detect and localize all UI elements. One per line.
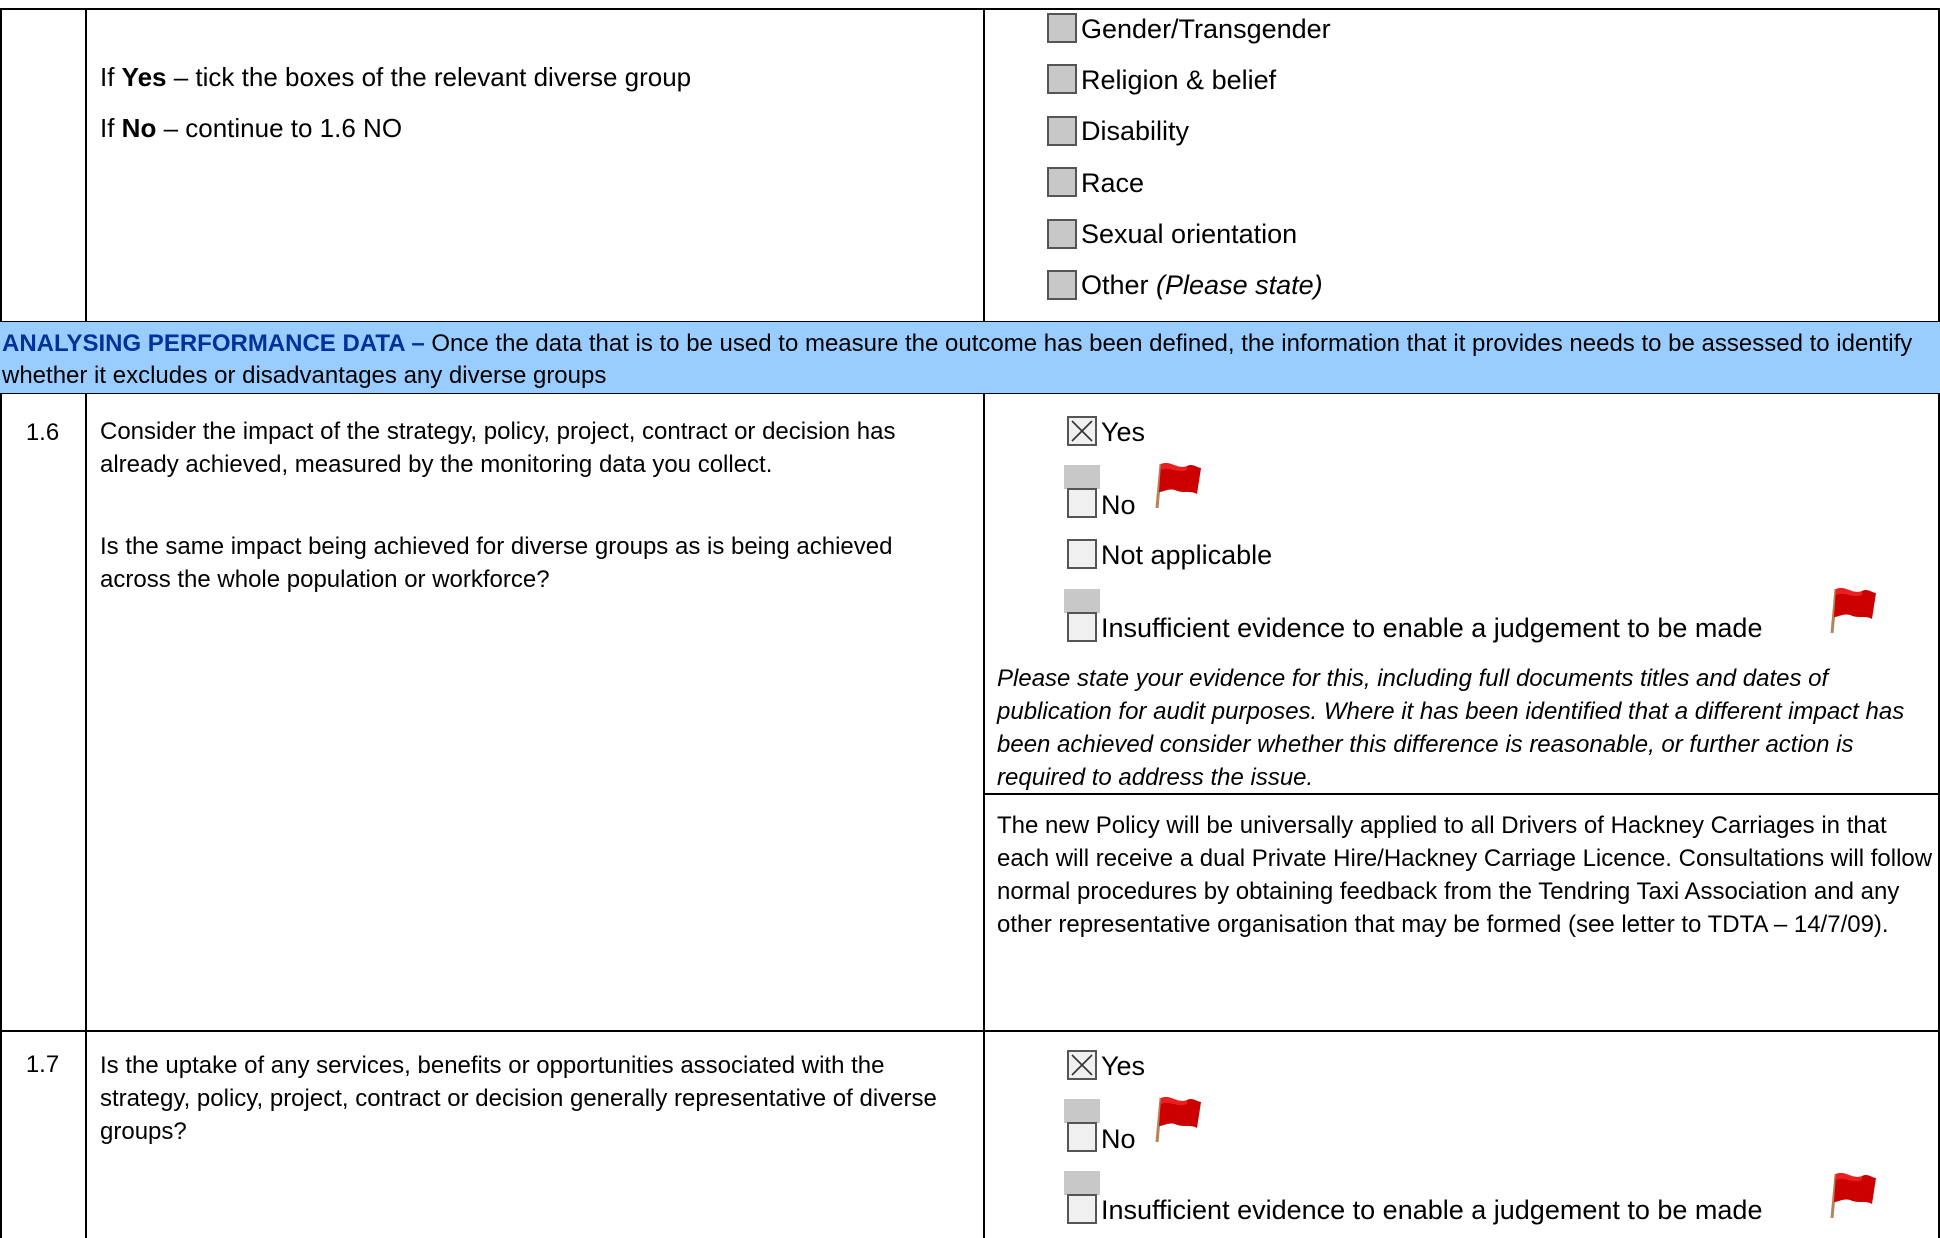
checkbox-label-gender-transgender: Gender/Transgender bbox=[1081, 14, 1331, 44]
checkbox-label-sexual-orientation: Sexual orientation bbox=[1081, 219, 1298, 249]
q16-checkbox-yes[interactable] bbox=[1067, 416, 1097, 446]
checked-box-icon bbox=[1069, 418, 1095, 444]
q16-option-insufficient: Insufficient evidence to enable a judgement to be made bbox=[1101, 613, 1763, 643]
q17-insufficient-shading bbox=[1064, 1171, 1100, 1195]
q16-option-no: No bbox=[1101, 490, 1136, 520]
checkbox-other-hint: (Please state) bbox=[1156, 270, 1323, 300]
q17-option-yes: Yes bbox=[1101, 1051, 1146, 1081]
table-border-right bbox=[1938, 8, 1940, 1238]
question-1-6-text: Consider the impact of the strategy, policy, project, contract or decision has already achieved, measured by the monitoring data you collect. bbox=[100, 418, 896, 478]
q16-checkbox-not-applicable[interactable] bbox=[1067, 539, 1097, 569]
section-band-description: Once the data that is to be used to measure the outcome has been defined, the information that it provides needs to be assessed to identify whether it excludes or disadvantages any diverse groups bbox=[2, 330, 1913, 389]
section-band-heading: ANALYSING PERFORMANCE DATA – bbox=[2, 330, 425, 357]
checkbox-label-race: Race bbox=[1081, 168, 1145, 198]
q16-evidence-prompt: Please state your evidence for this, including full documents titles and dates of publication for audit purposes. Where it has been identified that a different impact has been achieved consider whether this difference is reasonable, or further action is required to address the issue. bbox=[997, 665, 1905, 791]
q17-checkbox-yes[interactable] bbox=[1067, 1050, 1097, 1080]
q16-evidence-answer[interactable]: The new Policy will be universally applied to all Drivers of Hackney Carriages in that each will receive a dual Private Hire/Hackney Carriage Licence. Consultations will follow normal procedures by obtaining feedback from the Tendring Taxi Association and any other representative organisation that may be formed (see letter to TDTA – 14/7/09). bbox=[997, 812, 1933, 938]
q16-insufficient-shading bbox=[1064, 589, 1100, 613]
question-number-1-6: 1.6 bbox=[25, 419, 60, 446]
q16-option-yes: Yes bbox=[1101, 417, 1146, 447]
checkbox-other[interactable] bbox=[1047, 270, 1077, 300]
checkbox-race[interactable] bbox=[1047, 167, 1077, 197]
col-divider-2-top bbox=[983, 8, 985, 321]
table-border-left-top bbox=[0, 8, 2, 321]
checked-box-icon bbox=[1069, 1052, 1095, 1078]
row-divider bbox=[0, 1030, 1940, 1032]
col-divider-1-top bbox=[85, 8, 87, 321]
red-flag-icon bbox=[1151, 460, 1205, 510]
q17-checkbox-no[interactable] bbox=[1067, 1122, 1097, 1152]
col-divider-2-bottom bbox=[983, 394, 985, 1238]
q16-option-not-applicable: Not applicable bbox=[1101, 540, 1273, 570]
q17-no-shading bbox=[1064, 1099, 1100, 1123]
q17-checkbox-insufficient[interactable] bbox=[1067, 1194, 1097, 1224]
red-flag-icon bbox=[1826, 585, 1880, 635]
section-band-text bbox=[2, 328, 1938, 392]
q16-checkbox-insufficient[interactable] bbox=[1067, 612, 1097, 642]
q17-option-insufficient: Insufficient evidence to enable a judgement to be made bbox=[1101, 1195, 1763, 1225]
table-border-top bbox=[0, 8, 1940, 10]
checkbox-sexual-orientation[interactable] bbox=[1047, 219, 1077, 249]
red-flag-icon bbox=[1826, 1170, 1880, 1220]
col-divider-1-bottom bbox=[85, 394, 87, 1238]
checkbox-disability[interactable] bbox=[1047, 116, 1077, 146]
checkbox-religion-belief[interactable] bbox=[1047, 64, 1077, 94]
checkbox-gender-transgender[interactable] bbox=[1047, 13, 1077, 43]
table-border-left-bottom bbox=[0, 394, 2, 1238]
q17-option-no: No bbox=[1101, 1124, 1136, 1154]
q16-no-shading bbox=[1064, 465, 1100, 489]
yes-instruction: If Yes – tick the boxes of the relevant diverse group bbox=[100, 62, 692, 92]
checkbox-label-religion-belief: Religion & belief bbox=[1081, 65, 1277, 95]
question-1-6-followup: Is the same impact being achieved for diverse groups as is being achieved across the whole population or workforce? bbox=[100, 533, 893, 593]
question-number-1-7: 1.7 bbox=[25, 1051, 60, 1078]
no-instruction: If No – continue to 1.6 NO bbox=[100, 113, 403, 143]
red-flag-icon bbox=[1151, 1094, 1205, 1144]
question-1-7-text: Is the uptake of any services, benefits or opportunities associated with the strategy, policy, project, contract or decision generally representative of diverse groups? bbox=[100, 1052, 937, 1145]
checkbox-label-other: Other (Please state) bbox=[1081, 270, 1323, 300]
q16-checkbox-no[interactable] bbox=[1067, 488, 1097, 518]
checkbox-label-disability: Disability bbox=[1081, 116, 1190, 146]
